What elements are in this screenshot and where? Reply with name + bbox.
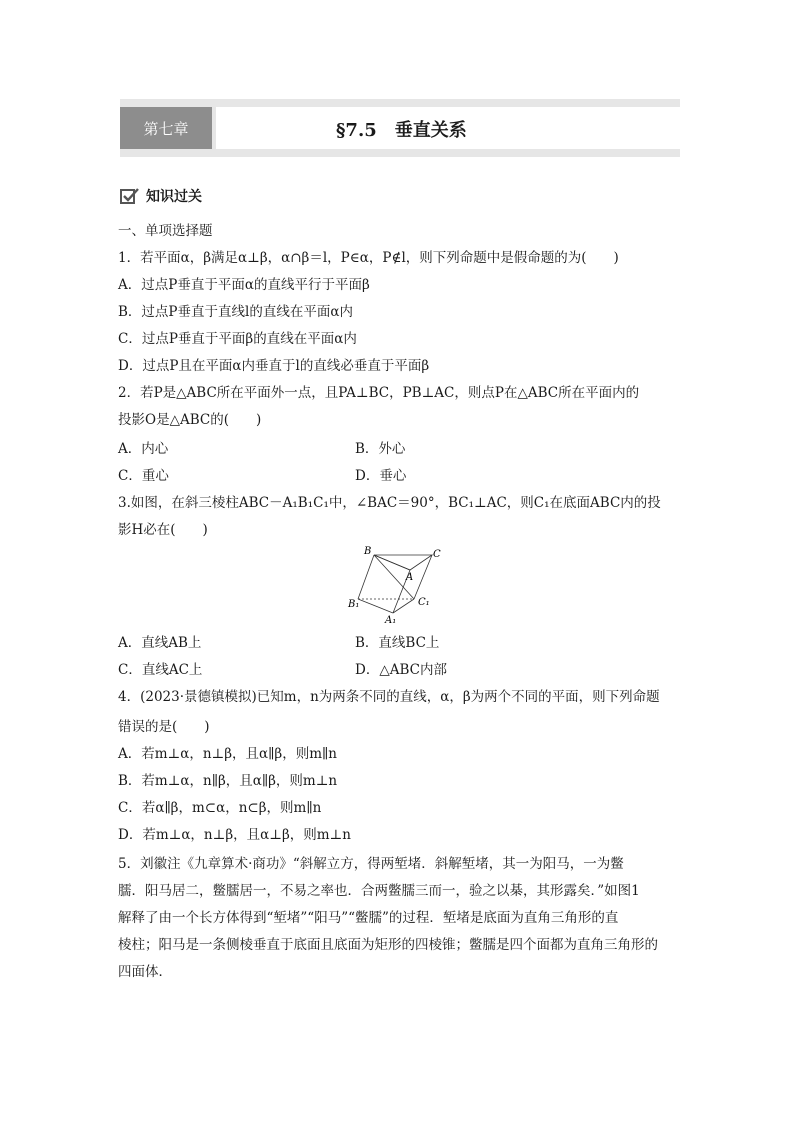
q2-option-a: A．内心 [118,441,169,457]
q5-line4: 棱柱；阳马是一条侧棱垂直于底面且底面为矩形的四棱锥；鳖臑是四个面都为直角三角形的 [118,937,658,953]
q1-option-a: A．过点P垂直于平面α的直线平行于平面β [118,277,370,293]
label-b1: B₁ [348,599,360,610]
checkbox-icon [120,187,140,205]
q4-option-d: D．若m⊥α，n⊥β，且α⊥β，则m⊥n [118,827,351,843]
label-a1: A₁ [385,615,397,626]
q4-option-c: C．若α∥β，m⊂α，n⊂β，则m∥n [118,800,322,816]
chapter-label: 第七章 [120,107,212,149]
q3-option-a: A．直线AB上 [118,635,202,651]
q2-stem-line1: 2．若P是△ABC所在平面外一点，且PA⊥BC，PB⊥AC，则点P在△ABC所在平面内的 [118,385,640,401]
q1-option-d: D．过点P且在平面α内垂直于l的直线必垂直于平面β [118,358,430,374]
q2-option-b: B．外心 [355,441,406,457]
top-face [374,555,432,570]
q5-line3: 解释了由一个长方体得到“堑堵”“阳马”“鳖臑”的过程．堑堵是底面为直角三角形的直 [118,910,619,926]
q2-option-d: D．垂心 [355,468,407,484]
q5-line1: 5．刘徽注《九章算术·商功》“斜解立方，得两堑堵．斜解堑堵，其一为阳马，一为鳖 [118,856,624,872]
q4-stem-line2: 错误的是( ) [118,719,210,735]
label-c1: C₁ [418,597,430,608]
q1-stem: 1．若平面α，β满足α⊥β，α∩β＝l，P∈α，P∉l，则下列命题中是假命题的为( ) [118,250,619,266]
q1-option-b: B．过点P垂直于直线l的直线在平面α内 [118,304,353,320]
q2-stem-line2: 投影O是△ABC的( ) [118,412,262,428]
q4-stem-line1: 4．(2023·景德镇模拟)已知m，n为两条不同的直线，α，β为两个不同的平面，则下列命题 [118,689,660,705]
q2-option-c: C．重心 [118,468,169,484]
q5-line2: 臑．阳马居二，鳖臑居一，不易之率也．合两鳖臑三而一，验之以棊，其形露矣．”如图1 [118,883,640,899]
edge-ba [374,555,410,570]
q3-option-b: B．直线BC上 [355,635,440,651]
q1-option-c: C．过点P垂直于平面β的直线在平面α内 [118,331,357,347]
q3-stem-line1: 3.如图，在斜三棱柱ABC－A₁B₁C₁中，∠BAC＝90°，BC₁⊥AC，则C₁在底面ABC内的投 [118,495,661,511]
chapter-header [120,99,680,157]
label-a: A [406,572,414,583]
title-box [216,107,680,149]
q3-option-c: C．直线AC上 [118,662,203,678]
q4-option-a: A．若m⊥α，n⊥β，且α∥β，则m∥n [118,746,337,762]
edge-b1a1 [358,599,393,613]
label-c: C [433,549,441,560]
section-heading [120,186,202,206]
page-title: §7.5 垂直关系 [336,120,467,141]
q4-option-b: B．若m⊥α，n∥β，且α∥β，则m⊥n [118,773,338,789]
q3-stem-line2: 影H必在( ) [118,522,208,538]
part-title: 一、单项选择题 [118,223,213,239]
prism-figure [348,545,441,626]
label-b: B [364,546,372,557]
edge-bb1 [358,555,374,599]
q3-option-d: D．△ABC内部 [355,662,447,678]
section-title: 知识过关 [146,189,202,205]
q5-line5: 四面体． [118,964,172,980]
